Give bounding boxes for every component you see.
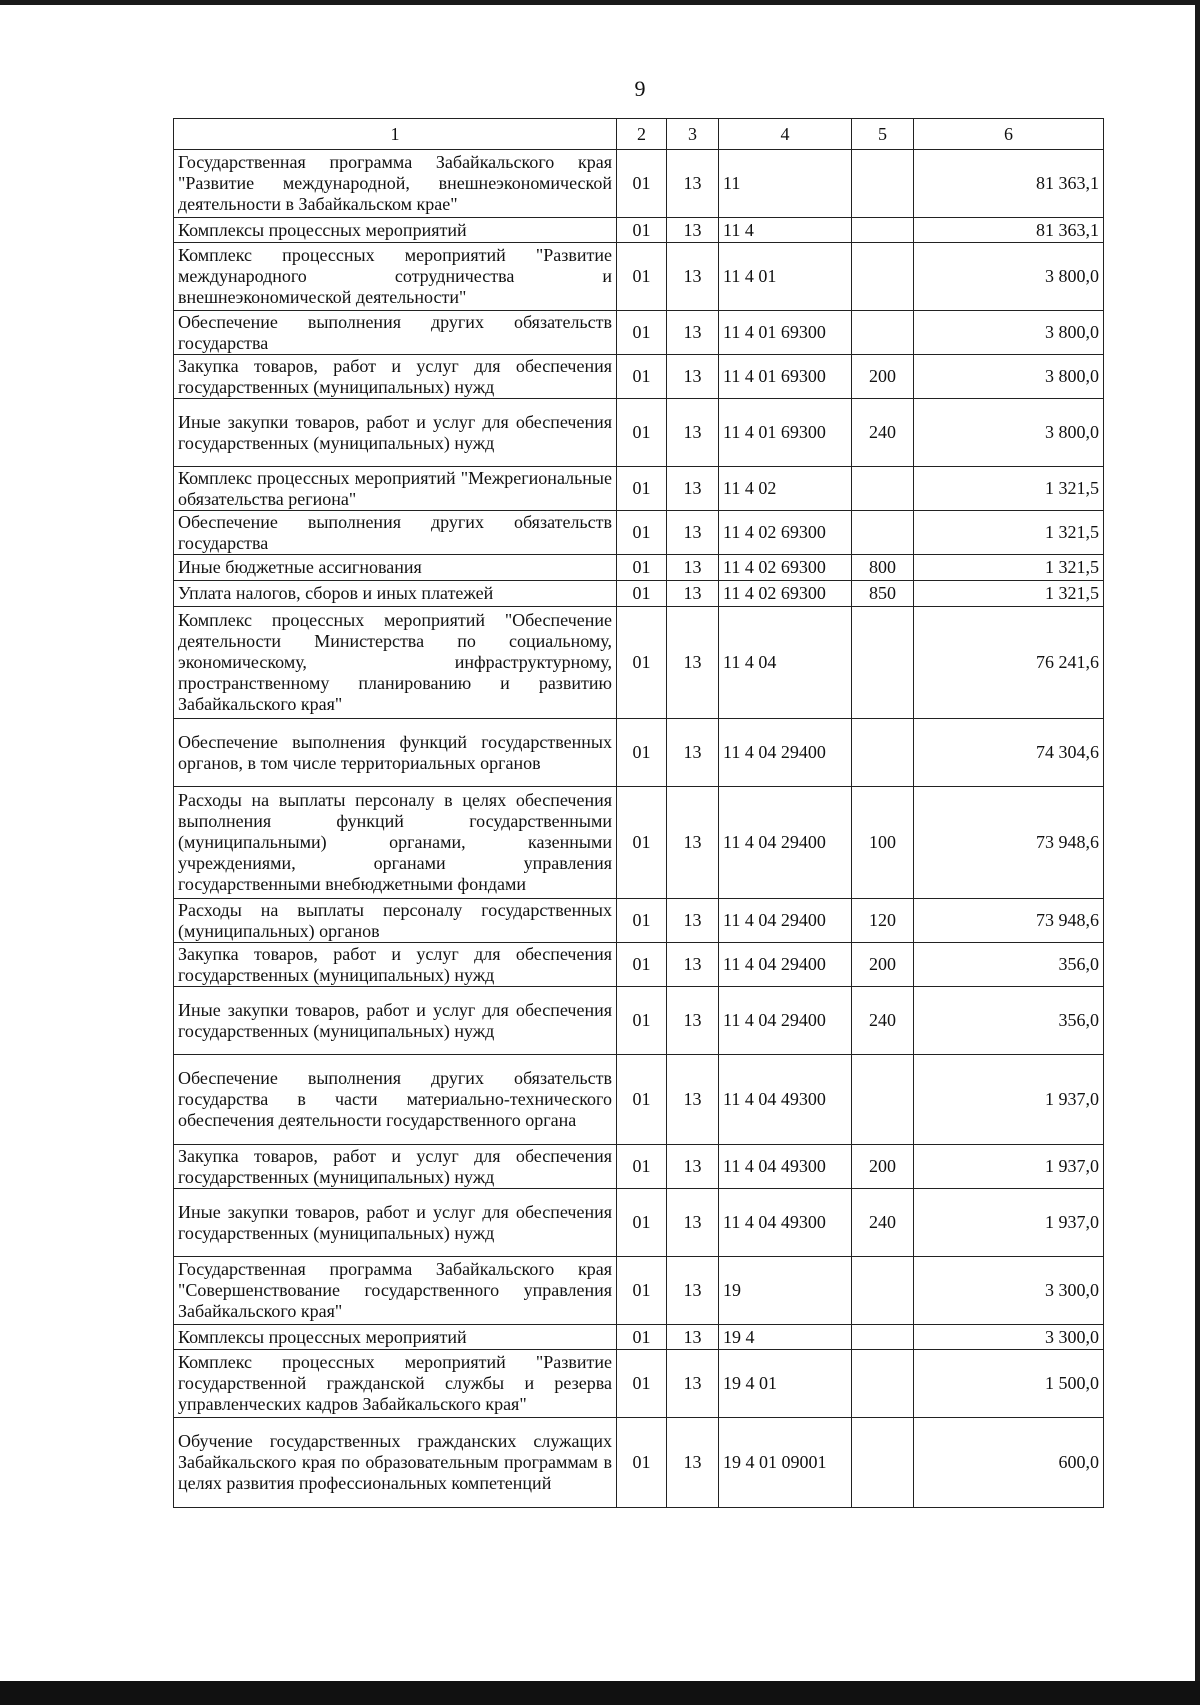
row-section-code: 01 [617,150,667,218]
table-row [174,1350,1104,1418]
row-name: Комплекс процессных мероприятий "Межрегиональные обязательства региона" [174,467,617,511]
table-row [174,1418,1104,1508]
row-target-code: 11 4 02 69300 [719,511,852,555]
row-subsection-code: 13 [667,1055,719,1145]
row-section-code: 01 [617,311,667,355]
table-row [174,987,1104,1055]
row-subsection-code: 13 [667,467,719,511]
row-target-code: 11 4 04 29400 [719,987,852,1055]
row-amount: 1 500,0 [914,1350,1104,1418]
table-row [174,719,1104,787]
table-row [174,511,1104,555]
row-section-code: 01 [617,787,667,899]
row-target-code: 11 4 [719,218,852,243]
row-expense-type [852,719,914,787]
table-row [174,311,1104,355]
scan-border-right [1195,0,1200,1705]
table-row [174,218,1104,243]
row-target-code: 11 4 02 [719,467,852,511]
row-amount: 81 363,1 [914,218,1104,243]
row-name: Иные закупки товаров, работ и услуг для обеспечения государственных (муниципальных) нужд [174,987,617,1055]
row-amount: 356,0 [914,943,1104,987]
table-row [174,1189,1104,1257]
row-name: Государственная программа Забайкальского края "Развитие международной, внешнеэкономической деятельности в Забайкальском крае" [174,150,617,218]
scan-border-top [0,0,1200,5]
row-amount: 3 800,0 [914,243,1104,311]
row-subsection-code: 13 [667,899,719,943]
row-amount: 73 948,6 [914,899,1104,943]
row-subsection-code: 13 [667,399,719,467]
table-row [174,243,1104,311]
row-subsection-code: 13 [667,555,719,581]
row-section-code: 01 [617,1145,667,1189]
row-expense-type [852,243,914,311]
row-expense-type [852,1257,914,1325]
row-name: Обеспечение выполнения функций государственных органов, в том числе территориальных органов [174,719,617,787]
row-name: Иные закупки товаров, работ и услуг для обеспечения государственных (муниципальных) нужд [174,399,617,467]
row-expense-type: 200 [852,355,914,399]
row-amount: 76 241,6 [914,607,1104,719]
row-name: Обеспечение выполнения других обязательств государства в части материально-технического обеспечения деятельности государственного органа [174,1055,617,1145]
row-subsection-code: 13 [667,1350,719,1418]
row-section-code: 01 [617,467,667,511]
row-expense-type [852,467,914,511]
row-amount: 3 300,0 [914,1325,1104,1350]
table-row [174,355,1104,399]
row-amount: 600,0 [914,1418,1104,1508]
row-target-code: 19 4 01 09001 [719,1418,852,1508]
row-expense-type: 200 [852,1145,914,1189]
header-col-3: 3 [667,119,719,150]
row-expense-type: 240 [852,399,914,467]
row-target-code: 11 4 04 [719,607,852,719]
row-amount: 3 800,0 [914,355,1104,399]
row-section-code: 01 [617,581,667,607]
row-amount: 1 937,0 [914,1055,1104,1145]
row-name: Расходы на выплаты персоналу в целях обеспечения выполнения функций государственными (муниципальными) органами, казенными учреждениями, органами управления государственными внебюджетными фондами [174,787,617,899]
row-subsection-code: 13 [667,511,719,555]
row-target-code: 11 4 01 69300 [719,311,852,355]
row-expense-type: 850 [852,581,914,607]
row-section-code: 01 [617,607,667,719]
row-amount: 3 800,0 [914,399,1104,467]
table-row [174,555,1104,581]
row-section-code: 01 [617,511,667,555]
row-subsection-code: 13 [667,1418,719,1508]
row-target-code: 11 4 04 49300 [719,1145,852,1189]
row-expense-type [852,607,914,719]
row-name: Комплекс процессных мероприятий "Развитие международного сотрудничества и внешнеэкономической деятельности" [174,243,617,311]
row-name: Расходы на выплаты персоналу государственных (муниципальных) органов [174,899,617,943]
row-name: Уплата налогов, сборов и иных платежей [174,581,617,607]
row-expense-type [852,311,914,355]
row-amount: 1 937,0 [914,1189,1104,1257]
row-expense-type: 100 [852,787,914,899]
header-col-2: 2 [617,119,667,150]
row-amount: 74 304,6 [914,719,1104,787]
row-expense-type: 120 [852,899,914,943]
row-section-code: 01 [617,1189,667,1257]
row-subsection-code: 13 [667,218,719,243]
table-row [174,899,1104,943]
row-name: Обеспечение выполнения других обязательств государства [174,511,617,555]
row-subsection-code: 13 [667,1325,719,1350]
row-subsection-code: 13 [667,311,719,355]
row-expense-type [852,1325,914,1350]
row-subsection-code: 13 [667,1145,719,1189]
row-target-code: 11 4 01 69300 [719,399,852,467]
row-amount: 1 937,0 [914,1145,1104,1189]
row-section-code: 01 [617,399,667,467]
row-subsection-code: 13 [667,150,719,218]
row-name: Иные бюджетные ассигнования [174,555,617,581]
row-expense-type [852,150,914,218]
row-name: Комплекс процессных мероприятий "Обеспечение деятельности Министерства по социальному, экономическому, инфраструктурному, пространственному планированию и развитию Забайкальского края" [174,607,617,719]
row-target-code: 11 4 04 29400 [719,899,852,943]
row-section-code: 01 [617,719,667,787]
row-section-code: 01 [617,943,667,987]
row-target-code: 11 4 02 69300 [719,555,852,581]
row-section-code: 01 [617,1257,667,1325]
row-subsection-code: 13 [667,1189,719,1257]
row-subsection-code: 13 [667,987,719,1055]
row-subsection-code: 13 [667,581,719,607]
row-name: Закупка товаров, работ и услуг для обеспечения государственных (муниципальных) нужд [174,943,617,987]
row-name: Обеспечение выполнения других обязательств государства [174,311,617,355]
row-expense-type [852,218,914,243]
row-target-code: 11 4 04 29400 [719,719,852,787]
table-row [174,399,1104,467]
row-name: Обучение государственных гражданских служащих Забайкальского края по образовательным программам в целях развития профессиональных компетенций [174,1418,617,1508]
row-target-code: 19 4 01 [719,1350,852,1418]
row-subsection-code: 13 [667,719,719,787]
row-target-code: 11 4 01 69300 [719,355,852,399]
row-name: Комплексы процессных мероприятий [174,1325,617,1350]
row-section-code: 01 [617,1055,667,1145]
row-target-code: 11 4 01 [719,243,852,311]
row-subsection-code: 13 [667,943,719,987]
row-section-code: 01 [617,355,667,399]
header-col-6: 6 [914,119,1104,150]
row-expense-type [852,511,914,555]
header-col-4: 4 [719,119,852,150]
scan-border-bottom [0,1681,1200,1705]
row-target-code: 19 4 [719,1325,852,1350]
table-row [174,1145,1104,1189]
row-section-code: 01 [617,899,667,943]
table-row [174,1257,1104,1325]
row-name: Иные закупки товаров, работ и услуг для обеспечения государственных (муниципальных) нужд [174,1189,617,1257]
row-amount: 1 321,5 [914,467,1104,511]
row-expense-type [852,1418,914,1508]
row-section-code: 01 [617,1418,667,1508]
table-row [174,467,1104,511]
row-subsection-code: 13 [667,243,719,311]
row-name: Закупка товаров, работ и услуг для обеспечения государственных (муниципальных) нужд [174,355,617,399]
header-col-1: 1 [174,119,617,150]
table-row [174,787,1104,899]
row-subsection-code: 13 [667,355,719,399]
row-section-code: 01 [617,555,667,581]
table-row [174,607,1104,719]
row-amount: 73 948,6 [914,787,1104,899]
page-number: 9 [634,76,646,101]
row-amount: 1 321,5 [914,555,1104,581]
row-amount: 1 321,5 [914,511,1104,555]
row-section-code: 01 [617,218,667,243]
row-amount: 3 300,0 [914,1257,1104,1325]
row-amount: 356,0 [914,987,1104,1055]
row-target-code: 11 [719,150,852,218]
table-row [174,1055,1104,1145]
row-section-code: 01 [617,987,667,1055]
row-amount: 81 363,1 [914,150,1104,218]
row-section-code: 01 [617,1350,667,1418]
row-section-code: 01 [617,1325,667,1350]
row-expense-type [852,1055,914,1145]
row-name: Комплексы процессных мероприятий [174,218,617,243]
row-subsection-code: 13 [667,607,719,719]
row-section-code: 01 [617,243,667,311]
table-row [174,150,1104,218]
table-row [174,943,1104,987]
row-name: Закупка товаров, работ и услуг для обеспечения государственных (муниципальных) нужд [174,1145,617,1189]
row-target-code: 11 4 04 29400 [719,787,852,899]
row-expense-type: 240 [852,1189,914,1257]
header-col-5: 5 [852,119,914,150]
row-target-code: 11 4 04 29400 [719,943,852,987]
table-row [174,581,1104,607]
row-target-code: 11 4 04 49300 [719,1189,852,1257]
row-target-code: 19 [719,1257,852,1325]
budget-table [173,118,1104,1508]
row-amount: 3 800,0 [914,311,1104,355]
row-amount: 1 321,5 [914,581,1104,607]
row-name: Комплекс процессных мероприятий "Развитие государственной гражданской службы и резерва управленческих кадров Забайкальского края" [174,1350,617,1418]
row-expense-type: 200 [852,943,914,987]
row-subsection-code: 13 [667,1257,719,1325]
row-target-code: 11 4 04 49300 [719,1055,852,1145]
row-subsection-code: 13 [667,787,719,899]
row-expense-type [852,1350,914,1418]
row-expense-type: 800 [852,555,914,581]
row-expense-type: 240 [852,987,914,1055]
table-header-row [174,119,1104,150]
row-name: Государственная программа Забайкальского края "Совершенствование государственного управления Забайкальского края" [174,1257,617,1325]
table-row [174,1325,1104,1350]
row-target-code: 11 4 02 69300 [719,581,852,607]
